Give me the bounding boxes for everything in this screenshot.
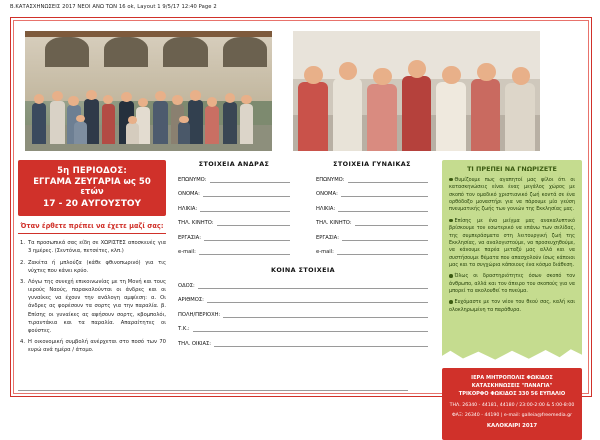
list-item-text: Ζακέτα ή μπλούζα (κάθε φθινοπωρινό) για τις νύχτες που κάνει κρύο. <box>28 259 166 274</box>
info-note-title: ΤΙ ΠΡΕΠΕΙ ΝΑ ΓΝΩΡΙΖΕΤΕ <box>467 165 557 173</box>
form-content <box>18 160 582 429</box>
period-title-box <box>18 160 166 216</box>
people-left <box>25 69 272 143</box>
address-box <box>442 368 582 440</box>
field-label: ΠΟΛΗ/ΠΕΡΙΟΧΗ: <box>178 311 221 318</box>
field-input-line[interactable] <box>338 204 428 212</box>
field-city <box>178 310 428 318</box>
list-item-number: 1. <box>20 240 25 246</box>
address-line-4: ΤΗΛ. 26340 - 44181, 44180 / 23:00-2:00 & 5:00-8:00 <box>449 402 575 408</box>
list-item-text: Η οικονομική συμβολή ανέρχεται στο ποσό των 70 ευρώ ανά ημέρα / άτομο. <box>28 339 166 354</box>
field-input-line[interactable] <box>341 189 428 197</box>
field-label: ΟΝΟΜΑ: <box>178 191 200 197</box>
field-label: ΤΗΛ. ΚΙΝΗΤΟ: <box>178 220 214 226</box>
info-note-torn-edge <box>442 346 582 362</box>
field-label: ΤΗΛ. ΚΙΝΗΤΟ: <box>316 220 352 226</box>
print-info-bar: B.ΚΑΤΑΣΧΗΝΩΣΕΙΣ 2017 ΝΕΟΙ ΑΝΩ ΤΩΝ 16 ok, Layout 1 9/5/17 12:40 Page 2 <box>10 4 217 10</box>
field-man-email <box>178 247 290 255</box>
field-man-age <box>178 204 290 212</box>
man-column <box>178 160 290 255</box>
period-line-2: ΕΓΓΑΜΑ ΖΕΥΓΑΡΙΑ ως 50 ετών <box>33 177 151 197</box>
field-input-line[interactable] <box>199 247 290 255</box>
info-note-text: Ευχόμαστε με τον νέον του θεού σας, καλή και ολοκληρωμένη τα παράθυρα. <box>449 299 575 313</box>
address-line-6: ΚΑΛΟΚΑΙΡΙ 2017 <box>486 422 538 429</box>
list-item <box>18 239 166 255</box>
address-line-5: ΦΑΞ: 26340 - 44190 | e-mail: galleia@freemedia.gr <box>451 412 573 418</box>
field-input-line[interactable] <box>193 324 428 332</box>
field-label: ΕΡΓΑΣΙΑ: <box>316 234 339 241</box>
man-header: ΣΤΟΙΧΕΙΑ ΑΝΔΡΑΣ <box>198 160 270 168</box>
list-item-number: 2. <box>20 259 25 266</box>
list-item-number: 3. <box>20 279 25 286</box>
field-label: ΕΠΩΝΥΜΟ: <box>316 176 345 183</box>
field-input-line[interactable] <box>210 175 291 183</box>
field-woman-job <box>316 233 428 241</box>
list-item <box>18 259 166 275</box>
bullet-icon <box>449 274 453 278</box>
field-label: ΟΔΟΣ: <box>178 282 195 289</box>
field-label: Τ.Κ.: <box>178 326 190 332</box>
address-line-2: ΚΑΤΑΣΚΗΝΩΣΕΙΣ "ΠΑΝΑΓΙΑ" <box>471 382 553 389</box>
field-man-mobile <box>178 218 290 226</box>
list-item-text: Τα προσωπικά σας είδη σε ΧΩΡΙΣΤΕΣ αποσκευές για 3 ημέρες. (Σεντόνια, πετσέτες, κλπ.) <box>28 240 166 255</box>
field-label: e-mail: <box>316 249 334 255</box>
field-input-line[interactable] <box>198 281 428 289</box>
field-input-line[interactable] <box>207 295 428 303</box>
field-input-line[interactable] <box>223 310 428 318</box>
field-input-line[interactable] <box>355 218 428 226</box>
field-man-job <box>178 233 290 241</box>
form-headers-row <box>178 160 428 255</box>
field-man-surname <box>178 175 290 183</box>
field-input-line[interactable] <box>204 233 290 241</box>
bring-with-you-list <box>18 239 166 354</box>
bullet-icon <box>449 178 453 182</box>
field-input-line[interactable] <box>337 247 428 255</box>
arch-1 <box>45 37 89 68</box>
field-input-line[interactable] <box>217 218 290 226</box>
field-label: ΤΗΛ. ΟΙΚΙΑΣ: <box>178 340 212 347</box>
field-input-line[interactable] <box>203 189 290 197</box>
list-item-number: 4. <box>20 339 25 346</box>
info-note-paragraph-1 <box>442 177 582 218</box>
field-label: ΑΡΙΘΜΟΣ: <box>178 297 204 303</box>
field-label: ΗΛΙΚΙΑ: <box>178 205 198 212</box>
field-street <box>178 281 428 289</box>
field-woman-age <box>316 204 428 212</box>
field-input-line[interactable] <box>348 175 429 183</box>
field-man-firstname <box>178 189 290 197</box>
info-note-paragraph-4 <box>442 299 582 318</box>
joint-section <box>178 266 428 347</box>
info-note-paragraph-3 <box>442 273 582 299</box>
arch-2 <box>104 37 148 68</box>
field-label: ΕΠΩΝΥΜΟ: <box>178 176 207 183</box>
photo-right <box>290 28 543 154</box>
arch-3 <box>163 37 207 68</box>
info-note-panel <box>442 160 582 346</box>
woman-header: ΣΤΟΙΧΕΙΑ ΓΥΝΑΙΚΑΣ <box>333 160 411 168</box>
address-line-3: ΤΡΙΚΟΡΦΟ ΦΩΚΙΔΟΣ 330 56 ΕΥΠΑΛΙΟ <box>458 390 566 397</box>
field-label: ΕΡΓΑΣΙΑ: <box>178 234 201 241</box>
address-line-1: ΙΕΡΑ ΜΗΤΡΟΠΟΛΙΣ ΦΩΚΙΔΟΣ <box>471 375 553 381</box>
list-item-text: Λόγω της συνεχή επικοινωνίας με τη Μονή και τους ιερούς Ναούς, παρακαλούνται οι άνδρες και οι γυναίκες να έχουν την ανάλογη αμφίεση: α. Οι άνδρες ας φορέσουν τα σορτς για την παραλία. β. Επίσης οι γυναίκες ας αφήσουν σορτς, κβομπολόι, τιραντάκια και τα παραλία. Απαραίτητες οι φούστες. <box>28 279 166 334</box>
info-note-text: Επίσης με ένα μείγμα μας ανακαλυπτικό βρίσκουμε τον εσωτερικό να επάνω των σελίδας, της συμπεράσματα στη λειτουργική ζωή της Εκκλησίας, να αναλογιστούμε, να προσευχηθούμε, να κάνουμε παρέα μεταξύ μας αλλά και να συστήσουμε θέματα που απασχολούν ίσως κάποιοι μας και τα συγχώρια κάποιους ένα κόσμο διάθεση. <box>449 217 575 268</box>
forms-area <box>178 160 428 347</box>
woman-column <box>316 160 428 255</box>
period-line-1: 5η ΠΕΡΙΟΔΟΣ: <box>57 166 127 176</box>
field-woman-firstname <box>316 189 428 197</box>
footer-rule <box>18 390 408 391</box>
arch-4 <box>223 37 267 68</box>
joint-header: ΚΟΙΝΑ ΣΤΟΙΧΕΙΑ <box>270 266 336 274</box>
bullet-icon <box>449 300 453 304</box>
period-line-3: 17 - 20 ΑΥΓΟΥΣΤΟΥ <box>42 199 142 209</box>
field-woman-surname <box>316 175 428 183</box>
list-item <box>18 338 166 354</box>
photo-left <box>22 28 275 154</box>
field-woman-mobile <box>316 218 428 226</box>
bring-with-you-subtitle: Όταν έρθετε πρέπει να έχετε μαζί σας: <box>18 222 166 234</box>
field-input-line[interactable] <box>342 233 428 241</box>
field-label: ΟΝΟΜΑ: <box>316 191 338 197</box>
field-input-line[interactable] <box>214 339 428 347</box>
info-note-text: Θυμίζουμε πως αγαπητοί μας φίλοι ότι οι κατασκηνώσεις είναι ένας μεγάλος χώρος με σκοπό τον ομαδικό χριστιανικό ζωή κοντά σε ένα ορθόδοξο μοναστήρι για να πάρουμε μία γεύση πνευματικής ζωής των γονιών της Εκκλησίας μας. <box>449 177 575 213</box>
left-column <box>18 160 166 358</box>
info-note-paragraph-2 <box>442 218 582 274</box>
field-home-phone <box>178 339 428 347</box>
field-label: e-mail: <box>178 249 196 255</box>
info-note-text: Όλως οι δραστηριότητες όσων σκοπό τον άνθρωπο, αλλά και τον άπειρο του σκοπούς για να μπορεί τα ακολουθεί το πνεύμα. <box>449 273 575 295</box>
list-item <box>18 278 166 334</box>
field-woman-email <box>316 247 428 255</box>
field-number <box>178 295 428 303</box>
field-input-line[interactable] <box>200 204 290 212</box>
field-label: ΗΛΙΚΙΑ: <box>316 205 336 212</box>
field-postcode <box>178 324 428 332</box>
people-right <box>293 57 540 151</box>
bullet-icon <box>449 219 453 223</box>
